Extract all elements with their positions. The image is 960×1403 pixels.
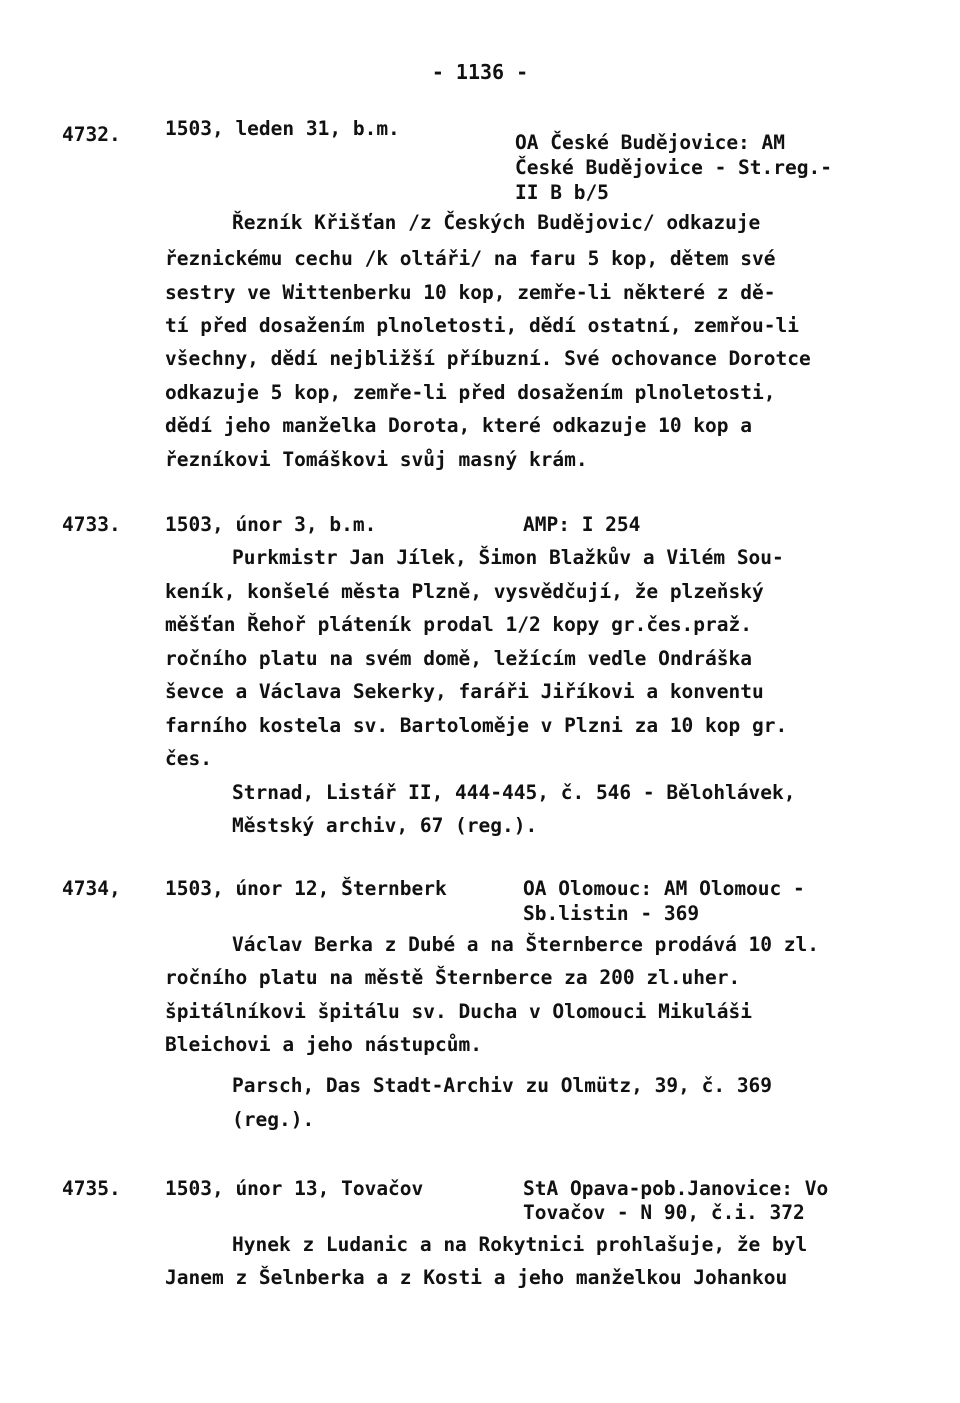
entry-body-line: čes. (165, 747, 212, 770)
page-number: - 1136 - (431, 60, 529, 84)
entry-reference-line: Městský archiv, 67 (reg.). (232, 814, 538, 837)
entry-body-line: řezníkovi Tomáškovi svůj masný krám. (165, 448, 588, 471)
entry-date: 1503, leden 31, b.m. (165, 117, 400, 140)
entry-number: 4735. (62, 1177, 121, 1200)
entry-body-line: Bleichovi a jeho nástupcům. (165, 1033, 482, 1056)
entry-body-line: dědí jeho manželka Dorota, které odkazuje 10 kop a (165, 414, 752, 437)
entry-body-line: keník, konšelé města Plzně, vysvědčují, že plzeňský (165, 580, 764, 603)
entry-number: 4732. (62, 123, 121, 146)
entry-body-line: špitálníkovi špitálu sv. Ducha v Olomouci Mikuláši (165, 1000, 752, 1023)
entry-number: 4733. (62, 513, 121, 536)
entry-body-line: odkazuje 5 kop, zemře-li před dosažením plnoletosti, (165, 381, 776, 404)
entry-body-line: ročního platu na městě Šternberce za 200 zl.uher. (165, 966, 741, 989)
entry-body-line: ševce a Václava Sekerky, faráři Jiříkovi a konventu (165, 680, 764, 703)
entry-reference-line: Strnad, Listář II, 444-445, č. 546 - Bělohlávek, (232, 781, 796, 804)
entry-body-line: ročního platu na svém domě, ležícím vedle Ondráška (165, 647, 752, 670)
entry-source-line: StA Opava-pob.Janovice: Vo (523, 1177, 829, 1200)
entry-body-line: tí před dosažením plnoletosti, dědí ostatní, zemřou-li (165, 314, 799, 337)
entry-body-line: řeznickému cechu /k oltáři/ na faru 5 kop, dětem své (165, 247, 776, 270)
entry-reference-line: Parsch, Das Stadt-Archiv zu Olmütz, 39, č. 369 (232, 1074, 773, 1097)
entry-reference-line: (reg.). (232, 1108, 315, 1131)
entry-body-line: sestry ve Wittenberku 10 kop, zemře-li některé z dě- (165, 281, 776, 304)
entry-date: 1503, únor 12, Šternberk (165, 877, 447, 900)
entry-body-line: farního kostela sv. Bartoloměje v Plzni za 10 kop gr. (165, 714, 788, 737)
entry-body-line: Purkmistr Jan Jílek, Šimon Blažkův a Vilém Sou- (232, 546, 784, 569)
entry-body-line: Hynek z Ludanic a na Rokytnici prohlašuje, že byl (232, 1233, 808, 1256)
entry-body-line: Řezník Křišťan /z Českých Budějovic/ odkazuje (232, 211, 761, 234)
entry-body-line: Janem z Šelnberka a z Kosti a jeho manželkou Johankou (165, 1266, 788, 1289)
entry-source-line: OA Olomouc: AM Olomouc - (523, 877, 805, 900)
entry-source-line: Sb.listin - 369 (523, 902, 700, 925)
entry-source-line: II B b/5 (515, 181, 609, 204)
entry-number: 4734, (62, 877, 121, 900)
entry-source-line: Tovačov - N 90, č.i. 372 (523, 1201, 805, 1224)
entry-body-line: Václav Berka z Dubé a na Šternberce prodává 10 zl. (232, 933, 819, 956)
entry-date: 1503, únor 3, b.m. (165, 513, 377, 536)
entry-body-line: měšťan Řehoř pláteník prodal 1/2 kopy gr.čes.praž. (165, 613, 752, 636)
entry-source-line: AMP: I 254 (523, 513, 641, 536)
entry-source-line: OA České Budějovice: AM (515, 131, 786, 154)
entry-body-line: všechny, dědí nejbližší příbuzní. Své ochovance Dorotce (165, 347, 811, 370)
entry-date: 1503, únor 13, Tovačov (165, 1177, 424, 1200)
entry-source-line: České Budějovice - St.reg.- (515, 156, 832, 179)
